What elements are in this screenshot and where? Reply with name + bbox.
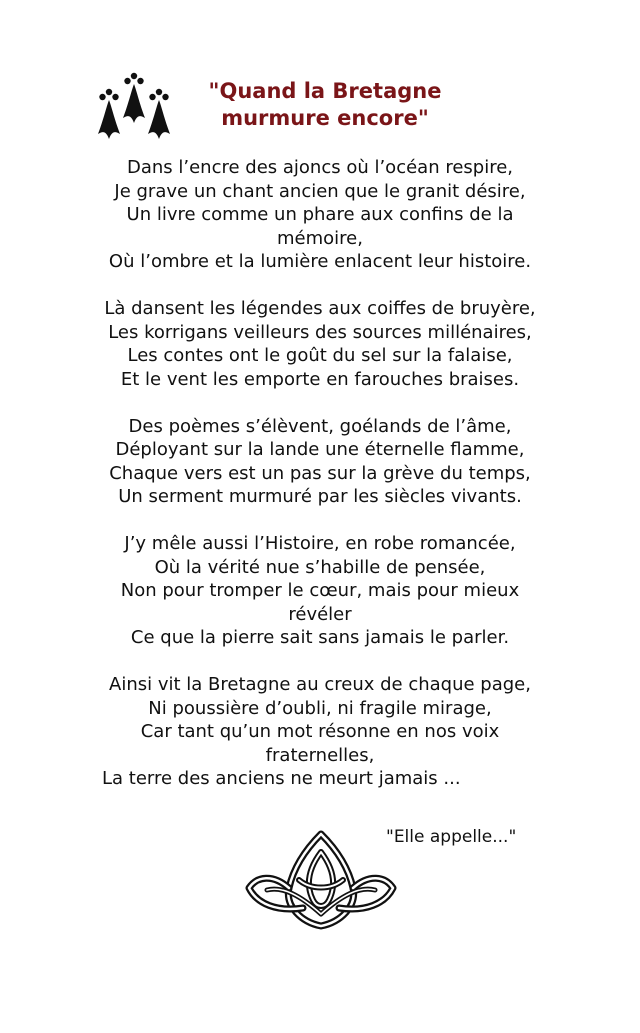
- verse-line: Ce que la pierre sait sans jamais le parler.: [130, 627, 510, 648]
- poem-title-line-2: murmure encore": [221, 106, 429, 130]
- verse-line: révéler: [288, 603, 352, 625]
- verse-line: fraternelles,: [265, 744, 375, 766]
- verse-line: Dans l’encre des ajoncs où l’océan respire,: [126, 157, 514, 178]
- celtic-knot-icon: [243, 830, 399, 930]
- verse-line: Un livre comme un phare aux confins de la: [126, 204, 514, 225]
- poem-header: [88, 64, 468, 148]
- verse-line: Un serment murmuré par les siècles vivants.: [118, 486, 522, 507]
- poem-body: [60, 156, 580, 814]
- stanza-5: [60, 673, 580, 791]
- poem-title: [180, 78, 470, 132]
- verse-line-final: La terre des anciens ne meurt jamais ...: [102, 768, 461, 789]
- verse-line: Et le vent les emporte en farouches braises.: [120, 368, 520, 390]
- stanza-2: [60, 297, 580, 391]
- verse-line: Je grave un chant ancien que le granit désire,: [114, 180, 526, 202]
- verse-line: Là dansent les légendes aux coiffes de bruyère,: [104, 298, 536, 319]
- poem-title-line-1: "Quand la Bretagne: [208, 79, 442, 103]
- verse-line: Ainsi vit la Bretagne au creux de chaque page,: [109, 674, 531, 695]
- verse-line: J’y mêle aussi l’Histoire, en robe romancée,: [124, 533, 516, 554]
- verse-line: Où l’ombre et la lumière enlacent leur histoire.: [108, 251, 532, 272]
- stanza-3: [60, 415, 580, 509]
- verse-line: Chaque vers est un pas sur la grève du temps,: [109, 462, 531, 484]
- verse-line: Les korrigans veilleurs des sources millénaires,: [108, 321, 532, 343]
- verse-line: Non pour tromper le cœur, mais pour mieux: [120, 580, 520, 601]
- verse-line: Les contes ont le goût du sel sur la falaise,: [127, 345, 513, 366]
- verse-line: Car tant qu’un mot résonne en nos voix: [140, 721, 500, 742]
- verse-line: Déployant sur la lande une éternelle flamme,: [115, 439, 525, 460]
- verse-line: Où la vérité nue s’habille de pensée,: [154, 556, 486, 578]
- verse-line: Ni poussière d’oubli, ni fragile mirage,: [148, 697, 492, 719]
- ermine-spots-icon: [92, 66, 176, 144]
- verse-line: Des poèmes s’élèvent, goélands de l’âme,: [128, 415, 512, 437]
- stanza-1: [60, 156, 580, 274]
- signoff-text: "Elle appelle...": [386, 827, 517, 847]
- stanza-4: [60, 532, 580, 650]
- verse-line: mémoire,: [277, 227, 363, 249]
